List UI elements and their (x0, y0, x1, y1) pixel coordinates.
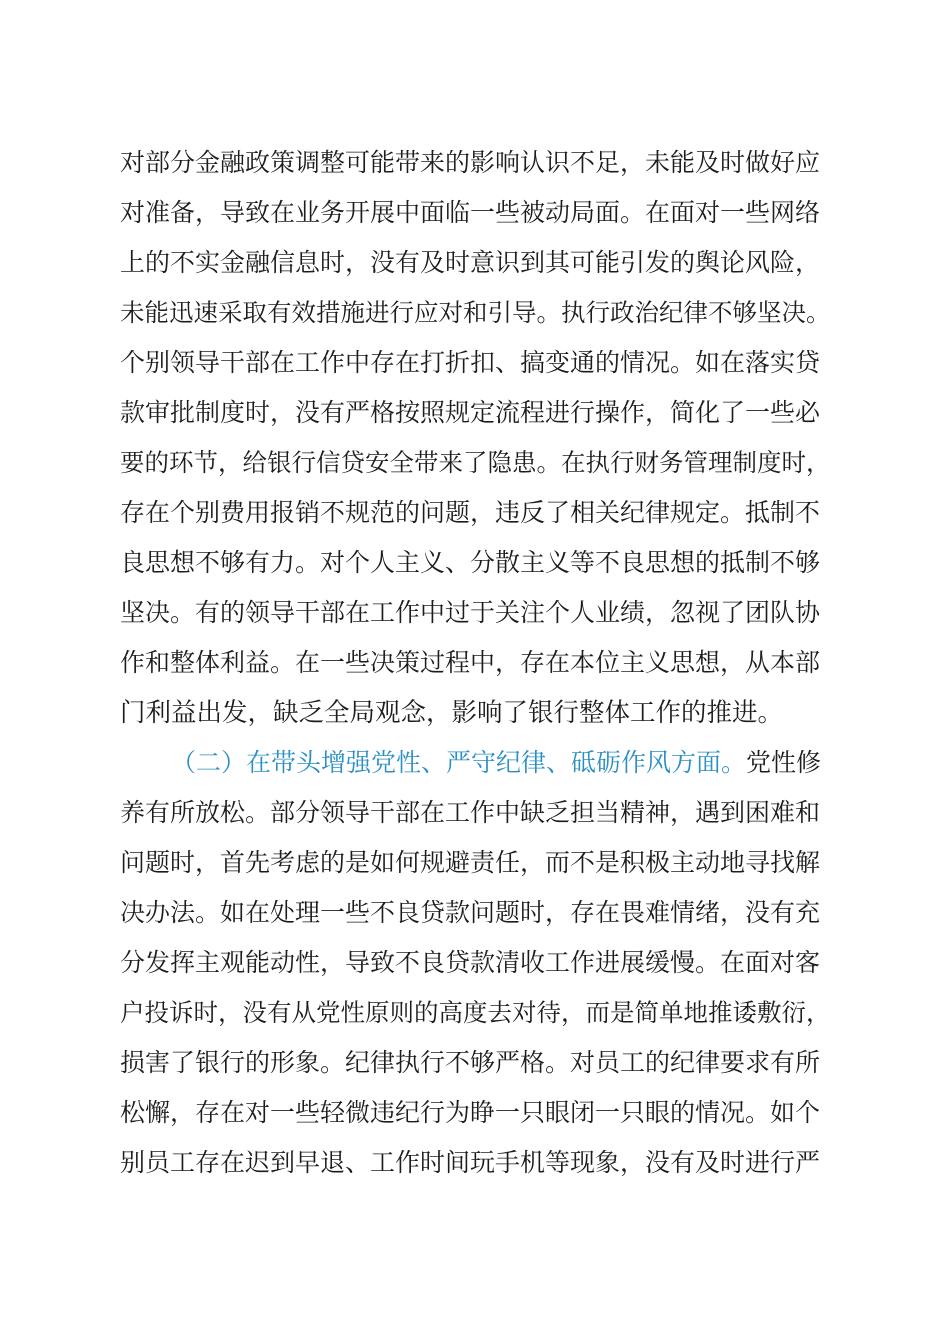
section-heading: （二）在带头增强党性、严守纪律、砥砺作风方面。 (171, 748, 747, 777)
body-text-fragment: 党性修 (746, 748, 822, 777)
body-text-line: 决办法。如在处理一些不良贷款问题时，存在畏难情绪，没有充 (120, 898, 821, 927)
body-text-line: 损害了银行的形象。纪律执行不够严格。对员工的纪律要求有所 (120, 1048, 821, 1077)
section-heading-line (171, 743, 832, 783)
body-text-line: 对部分金融政策调整可能带来的影响认识不足，未能及时做好应 (120, 148, 821, 177)
body-text-line: 上的不实金融信息时，没有及时意识到其可能引发的舆论风险， (120, 248, 821, 277)
body-text-line: 存在个别费用报销不规范的问题，违反了相关纪律规定。抵制不 (120, 498, 821, 527)
body-text-line: 要的环节，给银行信贷安全带来了隐患。在执行财务管理制度时， (120, 448, 831, 477)
body-text-line: 个别领导干部在工作中存在打折扣、搞变通的情况。如在落实贷 (120, 348, 821, 377)
body-text-line: 户投诉时，没有从党性原则的高度去对待，而是简单地推诿敷衍， (120, 998, 831, 1027)
body-text-line: 坚决。有的领导干部在工作中过于关注个人业绩，忽视了团队协 (120, 598, 821, 627)
body-text-line: 别员工存在迟到早退、工作时间玩手机等现象，没有及时进行严 (120, 1148, 821, 1177)
body-text-line: 养有所放松。部分领导干部在工作中缺乏担当精神，遇到困难和 (120, 798, 821, 827)
body-text-line: 作和整体利益。在一些决策过程中，存在本位主义思想，从本部 (120, 648, 821, 677)
body-text-line: 门利益出发，缺乏全局观念，影响了银行整体工作的推进。 (120, 698, 784, 728)
body-text-line: 良思想不够有力。对个人主义、分散主义等不良思想的抵制不够 (120, 548, 821, 577)
body-text-line: 松懈，存在对一些轻微违纪行为睁一只眼闭一只眼的情况。如个 (120, 1098, 821, 1127)
body-text-line: 款审批制度时，没有严格按照规定流程进行操作，简化了一些必 (120, 398, 821, 427)
body-text-line: 分发挥主观能动性，导致不良贷款清收工作进展缓慢。在面对客 (120, 948, 821, 977)
body-text-line: 对准备，导致在业务开展中面临一些被动局面。在面对一些网络 (120, 198, 821, 227)
body-text-line: 问题时，首先考虑的是如何规避责任，而不是积极主动地寻找解 (120, 848, 821, 877)
body-text-line: 未能迅速采取有效措施进行应对和引导。执行政治纪律不够坚决。 (120, 298, 831, 327)
